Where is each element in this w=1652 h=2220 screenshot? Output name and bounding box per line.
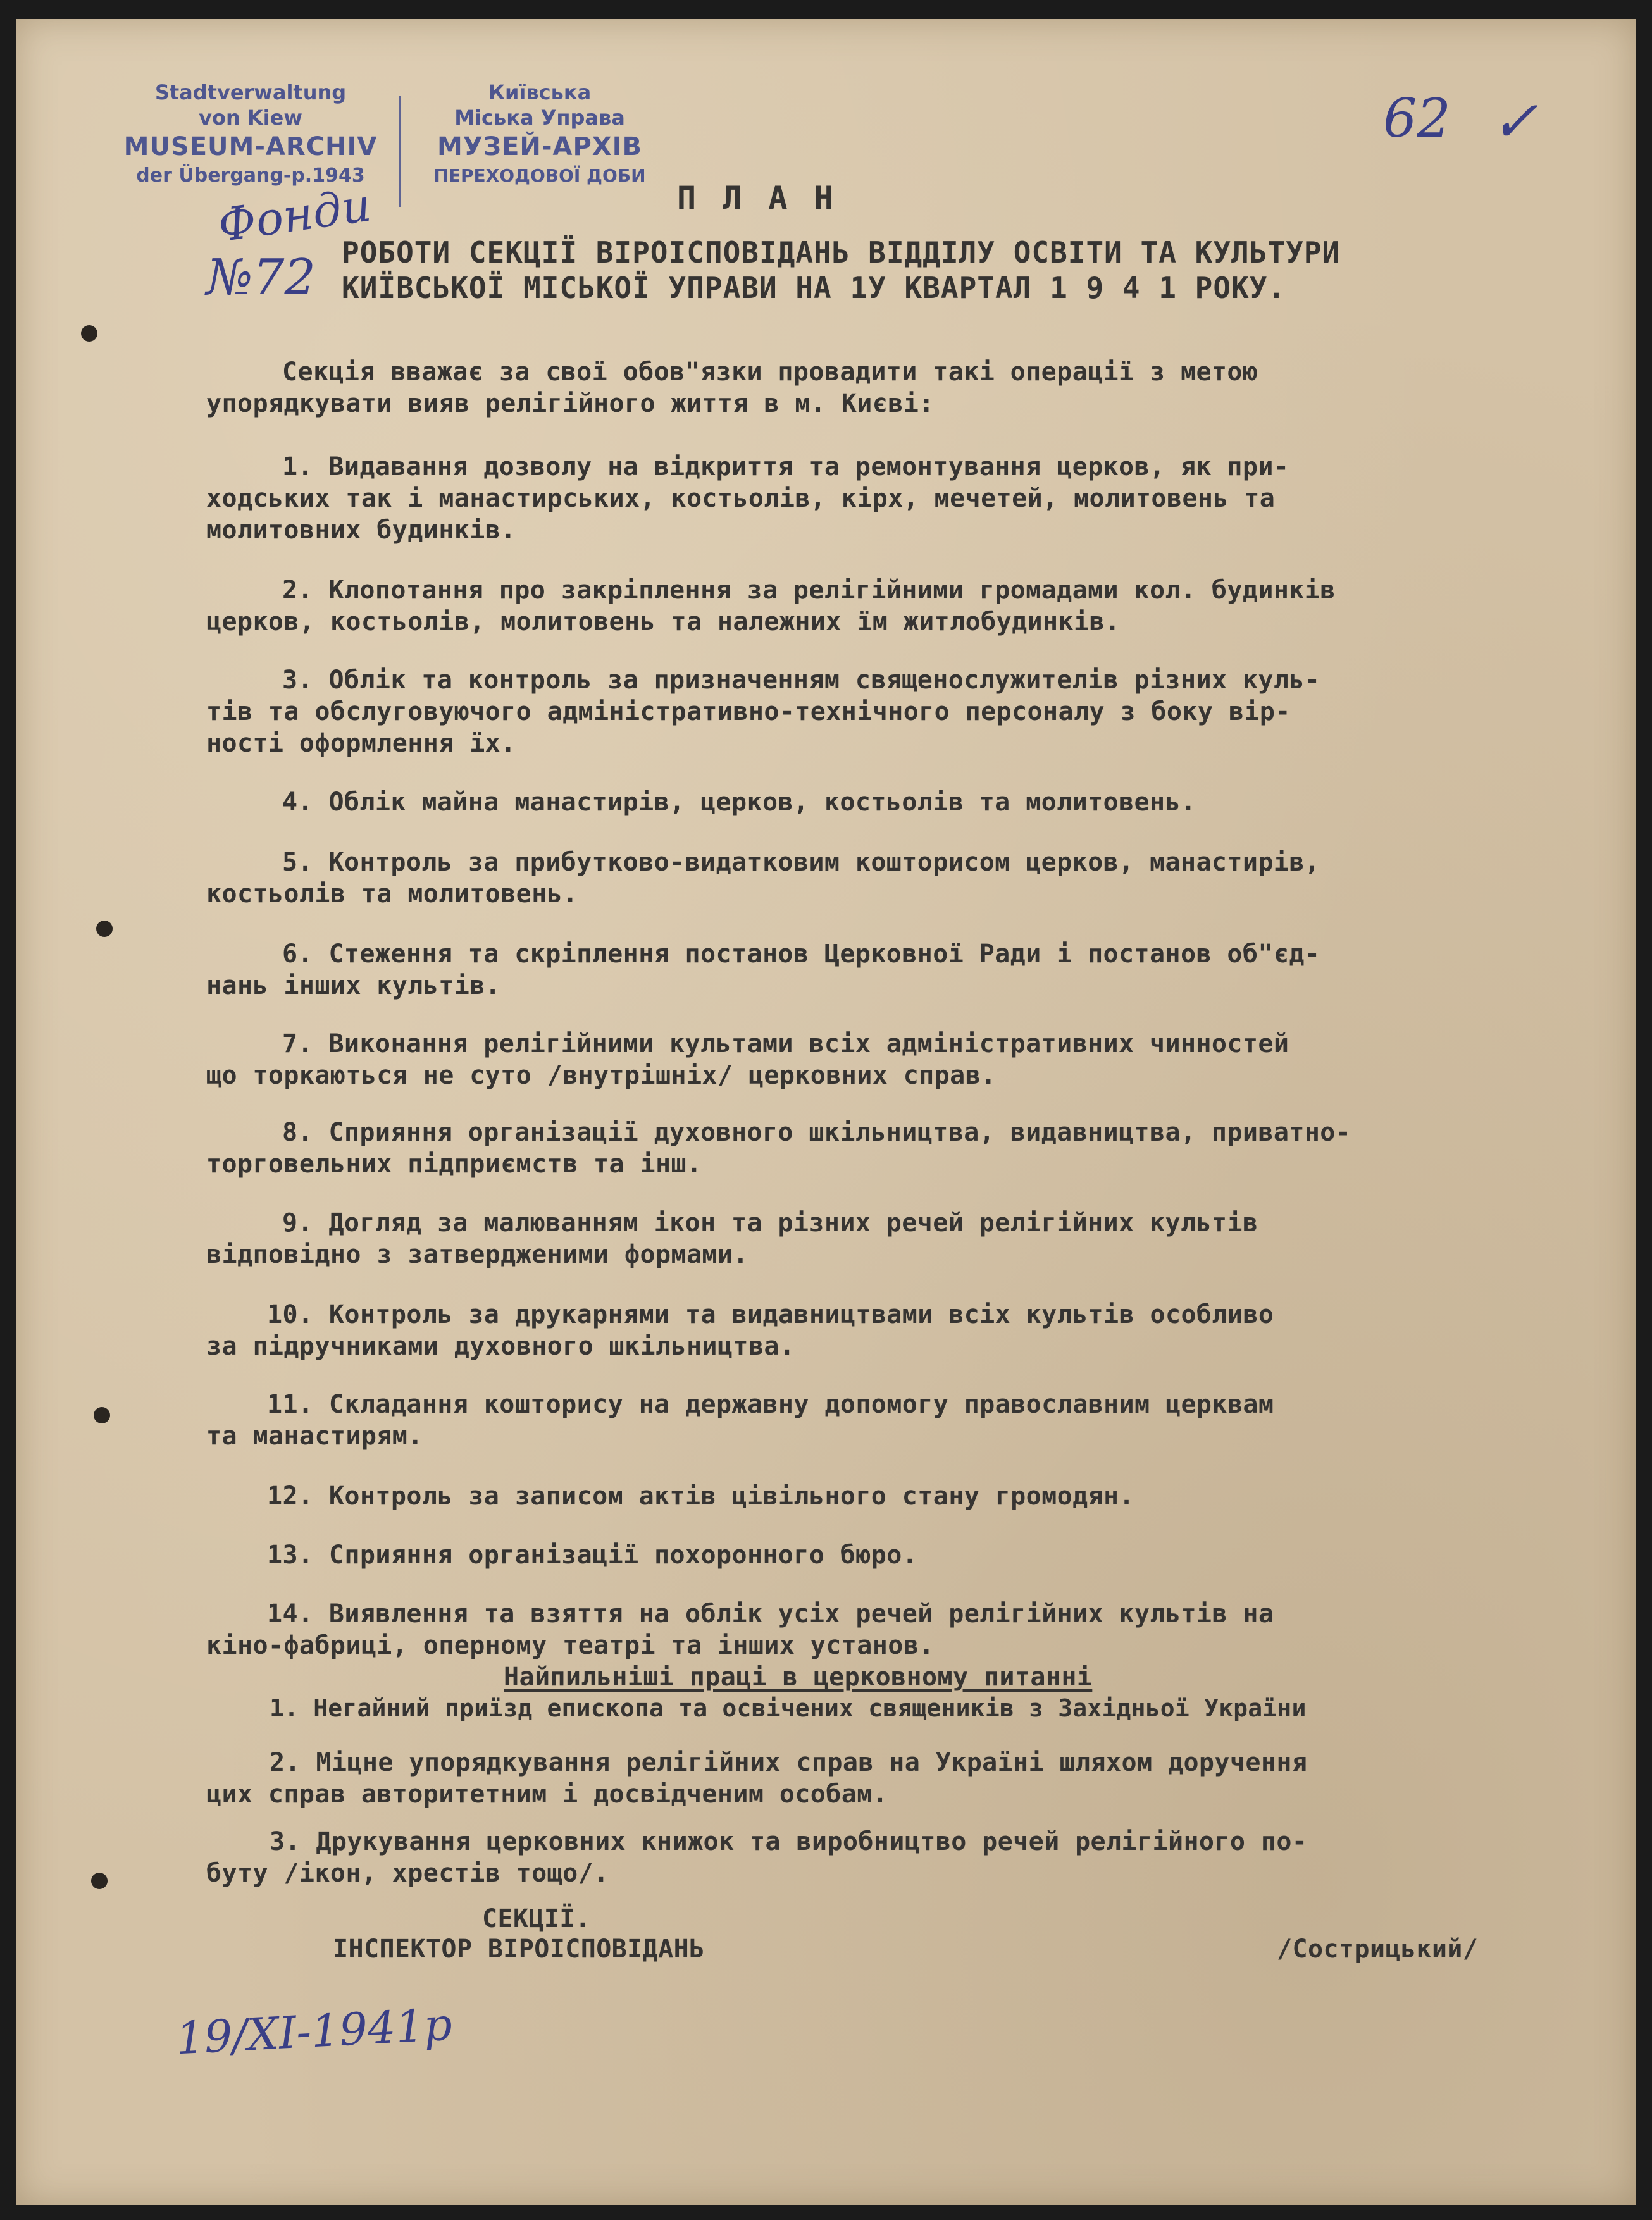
plan-item-line: ності оформлення їх. [206,729,516,758]
signature-title-top: СЕКЦІЇ. [482,1904,591,1933]
plan-item-line: 11. Складання кошторису на державну допомогу православним церквам [267,1390,1274,1419]
plan-item-line: 10. Контроль за друкарнями та видавництвами всіх культів особливо [267,1300,1274,1329]
punch-hole [91,1873,108,1889]
plan-item-line: та манастирям. [206,1422,423,1451]
plan-item-line: 1. Видавання дозволу на відкриття та ремонтування церков, як при- [282,452,1289,481]
plan-item-line: 7. Виконання релігійними культами всіх адміністративних чинностей [282,1029,1289,1058]
plan-item-line: 3. Облік та контроль за призначенням священослужителів різних куль- [282,666,1320,695]
plan-item-line: 4. Облік майна манастирів, церков, костьолів та молитовень. [282,788,1196,817]
plan-item-line: 14. Виявлення та взяття на облік усіх речей релігійних культів на [267,1599,1274,1628]
intro-line: упорядкувати вияв релігійного життя в м. Києві: [206,389,935,418]
urgent-item-line: буту /ікон, хрестів тощо/. [206,1859,609,1888]
plan-item-line: за підручниками духовного шкільництва. [206,1332,795,1361]
stamp-line: Stadtverwaltung [154,80,347,104]
plan-item-line: церков, костьолів, молитовень та належних їм житлобудинків. [206,607,1121,636]
signature-title: ІНСПЕКТОР ВІРОІСПОВІДАНЬ [333,1935,705,1964]
plan-item-line: що торкаються не суто /внутрішніх/ церковних справ. [206,1061,997,1090]
archive-stamp-ukrainian [404,80,676,189]
handwritten-date: 19/XI-1941р [175,1998,454,2065]
plan-item-line: кіно-фабриці, оперному театрі та інших установ. [206,1631,935,1660]
handwritten-page-number: 62 [1383,87,1451,149]
plan-item-line: 13. Сприяння організації похоронного бюро. [267,1541,918,1570]
urgent-item-line: 2. Міцне упорядкування релігійних справ на Україні шляхом доручення [270,1748,1308,1777]
urgent-item-line: 3. Друкування церковних книжок та виробництво речей релігійного по- [270,1827,1308,1856]
stamp-line: Київська [488,80,592,104]
plan-item-line: 6. Стеження та скріплення постанов Церковної Ради і постанов об"єд- [282,939,1320,969]
check-mark-icon: ✓ [1491,89,1539,155]
plan-item-line: відповідно з затвердженими формами. [206,1240,748,1269]
handwritten-fond-number: №72 [206,249,316,306]
plan-item-line: молитовних будинків. [206,516,516,545]
punch-hole [94,1407,110,1423]
stamp-line: Міська Управа [454,106,625,130]
plan-item-line: ходських так і манастирських, костьолів, кірх, мечетей, молитовень та [206,484,1276,513]
signature-name: /Сострицький/ [1277,1935,1479,1964]
plan-item-line: 5. Контроль за прибутково-видатковим кошторисом церков, манастирів, [282,848,1320,877]
archive-stamp-german [105,80,396,189]
handwritten-fond-label: Фонди [214,178,375,252]
plan-item-line: нань інших культів. [206,971,501,1000]
document-subtitle-line: КИЇВСЬКОЇ МІСЬКОЇ УПРАВИ НА 1У КВАРТАЛ 1 9 4 1 РОКУ. [342,271,1286,305]
stamp-line: МУЗЕЙ-АРХІВ [437,132,642,161]
stamp-line: von Kiew [199,106,302,130]
stamp-divider [399,96,401,207]
plan-item-line: 9. Догляд за малюванням ікон та різних речей релігійних культів [282,1208,1258,1237]
plan-item-line: 12. Контроль за записом актів цівільного стану громодян. [267,1482,1134,1511]
document-subtitle-line: РОБОТИ СЕКЦІЇ ВІРОІСПОВІДАНЬ ВІДДІЛУ ОСВІТИ ТА КУЛЬТУРИ [342,235,1341,270]
plan-item-line: тів та обслуговуючого адміністративно-технічного персоналу з боку вір- [206,697,1291,726]
stamp-line: ПЕРЕХОДОВОЇ ДОБИ [433,165,646,186]
urgent-item-line: 1. Негайний приїзд епископа та освічених священиків з Західньої України [270,1694,1307,1722]
plan-item-line: костьолів та молитовень. [206,879,578,908]
plan-item-line: 2. Клопотання про закріплення за релігійними громадами кол. будинків [282,576,1336,605]
urgent-item-line: цих справ авторитетним і досвідченим особам. [206,1780,888,1809]
stamp-line: MUSEUM-ARCHIV [123,132,378,161]
plan-item-line: торговельних підприємств та інш. [206,1150,702,1179]
paper-sheet [16,19,1636,2205]
document-title: П Л А Н [677,180,837,216]
stamp-line: der Übergang-p.1943 [136,164,365,187]
punch-hole [81,325,97,342]
urgent-section-title: Найпильніші праці в церковному питанні [504,1663,1093,1692]
plan-item-line: 8. Сприяння організації духовного шкільництва, видавництва, приватно- [282,1118,1351,1147]
punch-hole [96,921,113,937]
intro-line: Секція вважає за свої обов"язки провадити такі операції з метою [282,357,1258,387]
